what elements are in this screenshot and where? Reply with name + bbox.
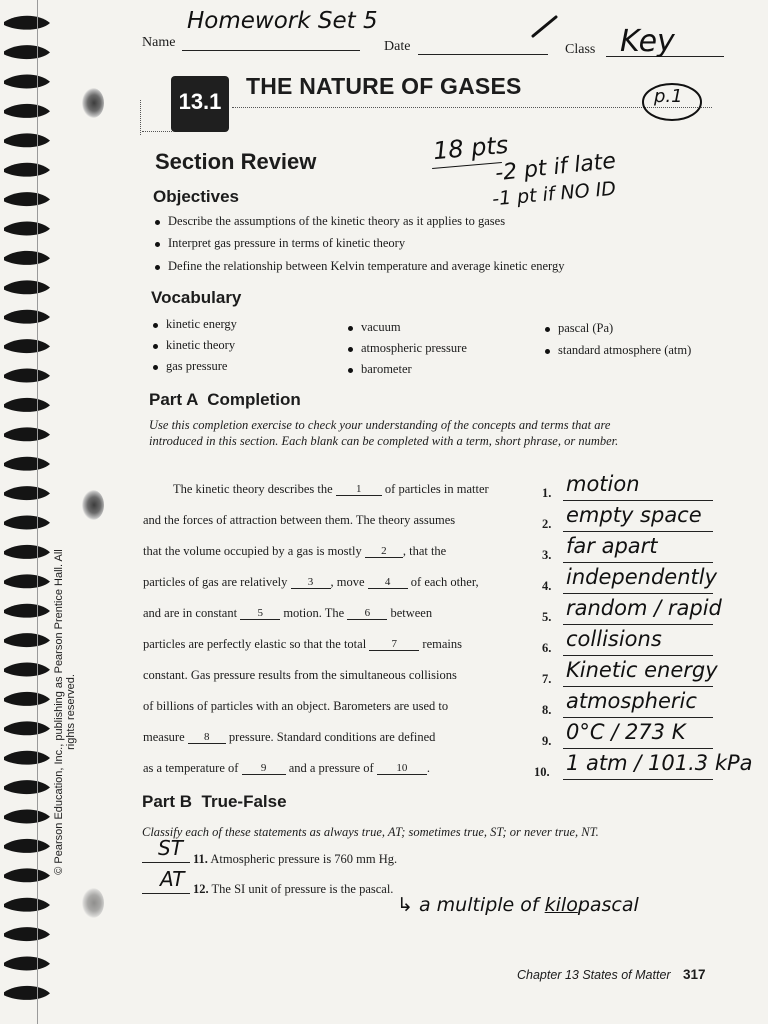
vocab-item: kinetic energy [153,317,237,332]
spiral-coil [4,133,50,147]
spiral-coil [4,457,50,471]
pascal-note: ↳ a multiple of kilopascal [397,894,639,916]
copyright-notice: © Pearson Education, Inc., publishing as Pearson Prentice Hall. All rights reserved. [53,549,77,875]
vocab-item: kinetic theory [153,338,235,353]
answer-line [563,624,713,625]
page-note: p.1 [654,86,683,107]
spiral-coil [4,663,50,677]
handwritten-answer: motion [566,472,640,496]
spiral-coil [4,251,50,265]
numbered-blank: 8 [188,731,226,744]
vocab-item: barometer [348,362,412,377]
spiral-binding [0,0,60,1024]
part-a-heading: Part A Completion [149,390,301,409]
spiral-coil [4,310,50,324]
passage-text: The kinetic theory describes the [173,482,336,496]
passage-text: and the forces of attraction between them. The theory assumes [143,513,456,527]
numbered-blank: 5 [240,607,280,620]
spiral-coil [4,604,50,618]
numbered-blank: 10 [377,762,427,775]
punch-hole-icon [82,490,104,520]
numbered-blank: 3 [291,576,331,589]
punch-hole-icon [82,88,104,118]
passage-line [173,482,489,497]
numbered-blank: 7 [369,638,419,651]
spiral-coil [4,398,50,412]
section-number-badge: 13.1 [171,76,229,132]
section-banner-title: THE NATURE OF GASES [246,73,522,99]
answer-line [563,717,713,718]
spiral-coil [4,574,50,588]
answer-number: 3. [542,548,552,562]
banner-left-rule [142,131,172,132]
section-title: Section Review [155,149,317,174]
class-label: Class [565,42,596,57]
answer-number: 2. [542,517,552,531]
name-underline [182,50,360,51]
spiral-coil [4,545,50,559]
handwritten-answer: far apart [566,534,658,558]
objective-item: Interpret gas pressure in terms of kinetic theory [155,236,405,251]
spiral-coil [4,486,50,500]
spiral-coil [4,810,50,824]
passage-line [143,606,432,621]
true-false-answer: ST [158,836,183,860]
vocabulary-heading: Vocabulary [151,288,242,307]
spiral-coil [4,75,50,89]
spiral-coil [4,516,50,530]
spiral-coil [4,427,50,441]
check-mark-icon [530,14,560,40]
true-false-blank [142,862,190,863]
punch-hole-icon [82,888,104,918]
answer-number: 9. [542,734,552,748]
answer-line [563,531,713,532]
objectives-heading: Objectives [153,187,239,206]
spiral-coil [4,163,50,177]
answer-line [563,686,713,687]
handwritten-answer: Kinetic energy [566,658,718,682]
answer-number: 4. [542,579,552,593]
class-value: Key [620,24,675,59]
answer-line [563,500,713,501]
passage-text: remains [419,637,462,651]
spiral-coil [4,986,50,1000]
vocab-item: vacuum [348,320,401,335]
name-label: Name [142,35,176,50]
answer-line [563,562,713,563]
numbered-blank: 6 [347,607,387,620]
vocab-item: standard atmosphere (atm) [545,343,691,358]
answer-number: 8. [542,703,552,717]
answer-number: 6. [542,641,552,655]
spiral-coil [4,16,50,30]
true-false-answer: AT [160,867,185,891]
spiral-coil [4,780,50,794]
part-b-heading: Part B True-False [142,792,287,811]
name-value: Homework Set 5 [187,8,378,34]
handwritten-answer: 1 atm / 101.3 kPa [566,751,753,775]
passage-text: particles of gas are relatively [143,575,291,589]
passage-line [143,730,435,745]
spiral-coil [4,192,50,206]
spiral-coil [4,104,50,118]
passage-line [143,513,455,528]
answer-number: 7. [542,672,552,686]
spiral-coil [4,222,50,236]
handwritten-answer: collisions [566,627,662,651]
passage-text: of billions of particles with an object. Barometers are used to [143,699,449,713]
vocab-item: pascal (Pa) [545,321,613,336]
banner-vertical-rule [140,100,141,135]
spiral-coil [4,692,50,706]
spiral-coil [4,721,50,735]
spiral-coil [4,45,50,59]
passage-line [143,637,462,652]
vocab-item: gas pressure [153,359,227,374]
answer-number: 5. [542,610,552,624]
answer-line [563,593,713,594]
handwritten-answer: atmospheric [566,689,697,713]
numbered-blank: 1 [336,483,382,496]
spiral-coil [4,927,50,941]
page-edge [37,0,38,1024]
passage-text: motion. The [280,606,348,620]
spiral-coil [4,839,50,853]
true-false-item: 12. The SI unit of pressure is the pascal. [193,882,394,896]
numbered-blank: 2 [365,545,403,558]
part-b-instructions: Classify each of these statements as always true, AT; sometimes true, ST; or never true, NT. [142,825,599,839]
handwritten-answer: empty space [566,503,702,527]
spiral-coil [4,868,50,882]
numbered-blank: 4 [368,576,408,589]
passage-text: between [387,606,433,620]
spiral-coil [4,898,50,912]
numbered-blank: 9 [242,762,286,775]
passage-text: , that the [402,544,447,558]
passage-text: , move [330,575,368,589]
answer-number: 1. [542,486,552,500]
page-number: 317 [683,967,706,982]
passage-text: and a pressure of [285,761,377,775]
passage-text: . [426,761,430,775]
spiral-coil [4,280,50,294]
spiral-coil [4,369,50,383]
passage-text: particles are perfectly elastic so that the total [143,637,370,651]
true-false-item: 11. Atmospheric pressure is 760 mm Hg. [193,852,398,866]
passage-text: as a temperature of [143,761,242,775]
answer-line [563,655,713,656]
arrow-icon: ↳ [397,894,413,916]
passage-text: and are in constant [143,606,241,620]
spiral-coil [4,957,50,971]
passage-text: measure [143,730,188,744]
answer-line [563,779,713,780]
grading-points: 18 pts [431,130,510,166]
date-underline [418,54,548,55]
true-false-blank [142,893,190,894]
answer-line [563,748,713,749]
late-penalty-note: -2 pt if late [494,148,618,187]
passage-line [143,668,457,683]
objective-item: Define the relationship between Kelvin temperature and average kinetic energy [155,259,564,274]
passage-text: pressure. Standard conditions are defined [225,730,436,744]
passage-line [143,761,430,776]
vocab-item: atmospheric pressure [348,341,467,356]
chapter-footer: Chapter 13 States of Matter [517,968,671,982]
passage-line [143,544,446,559]
passage-text: of particles in matter [381,482,489,496]
passage-line [143,699,448,714]
handwritten-answer: random / rapid [566,596,722,620]
spiral-coil [4,751,50,765]
answer-number: 10. [534,765,550,779]
passage-text: constant. Gas pressure results from the simultaneous collisions [143,668,457,682]
passage-line [143,575,479,590]
spiral-coil [4,633,50,647]
part-a-instructions: Use this completion exercise to check your understanding of the concepts and terms that are introduced in this section. Each blank can be completed with a term, short phrase, or number. [149,418,619,448]
spiral-coil [4,339,50,353]
handwritten-answer: 0°C / 273 K [566,720,686,744]
handwritten-answer: independently [566,565,718,589]
date-label: Date [384,39,411,54]
no-id-penalty-note: -1 pt if NO ID [491,177,617,211]
passage-text: of each other, [407,575,479,589]
passage-text: that the volume occupied by a gas is mostly [143,544,365,558]
objective-item: Describe the assumptions of the kinetic theory as it applies to gases [155,214,505,229]
